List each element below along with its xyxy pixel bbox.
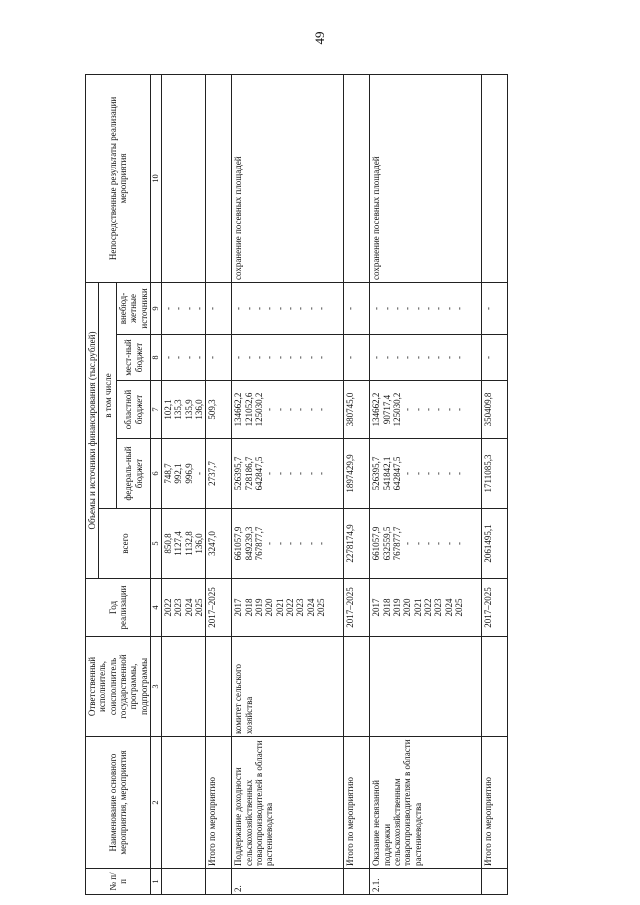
cell-executor: [161, 637, 205, 737]
header-regional: областной бюджет: [117, 381, 151, 439]
cell-executor: [344, 637, 370, 737]
cell-regional: 350409,8: [482, 381, 508, 439]
cell-total: 2061495,1: [482, 509, 508, 579]
cell-federal: 748,7 992,1 996,9 -: [161, 439, 205, 509]
table-row-total: [344, 74, 370, 894]
cell-regional: 102,1 135,3 135,9 136,0: [161, 381, 205, 439]
cell-num: [482, 869, 508, 895]
cell-years: 2017–2025: [206, 579, 232, 637]
cell-local: - - - - - - - - -: [232, 335, 344, 381]
cell-executor: [370, 637, 482, 737]
cell-federal: 526395,7 541842,1 642847,5 - - - - - -: [370, 439, 482, 509]
cell-num: 2.1.: [370, 869, 482, 895]
cell-num: [161, 869, 205, 895]
header-executor: Ответственный исполнитель, соисполнитель государственной программы, подпрограммы: [86, 637, 151, 737]
cell-executor: [206, 637, 232, 737]
header-federal: федераль-ный бюджет: [117, 439, 151, 509]
header-funding: Объемы и источники финансирования (тыс.рублей): [86, 282, 99, 578]
cell-name: Итого по мероприятию: [206, 737, 232, 869]
cell-total: 2278174,9: [344, 509, 370, 579]
header-num: № п/п: [86, 869, 151, 895]
cell-result: [482, 74, 508, 282]
cell-total: 3247,0: [206, 509, 232, 579]
cell-result: сохранение посевных площадей: [232, 74, 344, 282]
cell-name: Оказание несвязанной поддержки сельскохозяйственным товаропроизводителям в области растениеводства: [370, 737, 482, 869]
page-number: 49: [312, 31, 327, 45]
header-total: всего: [99, 509, 151, 579]
col-number: 9: [151, 282, 162, 334]
cell-result: [161, 74, 205, 282]
cell-regional: 380745,0: [344, 381, 370, 439]
table-row: [232, 74, 344, 894]
col-number: 1: [151, 869, 162, 895]
header-extra: внебюд-жетные источники: [117, 282, 151, 334]
cell-result: [206, 74, 232, 282]
table-row: [370, 74, 482, 894]
col-number: 7: [151, 381, 162, 439]
cell-extra: - - - -: [161, 282, 205, 334]
cell-years: 2017–2025: [344, 579, 370, 637]
cell-local: -: [344, 335, 370, 381]
table-row-total: [482, 74, 508, 894]
cell-extra: -: [344, 282, 370, 334]
cell-name: Поддержание доходности сельскохозяйственных товаропроизводителей в области растениеводства: [232, 737, 344, 869]
cell-name: Итого по мероприятию: [344, 737, 370, 869]
cell-years: 2022 2023 2024 2025: [161, 579, 205, 637]
funding-table: [85, 74, 508, 895]
cell-total: 661057,9 849239,3 767877,7 - - - - - -: [232, 509, 344, 579]
table-row-total: [206, 74, 232, 894]
cell-extra: -: [482, 282, 508, 334]
table-row: [161, 74, 205, 894]
col-number: 4: [151, 579, 162, 637]
header-name: Наименование основного мероприятия, мероприятия: [86, 737, 151, 869]
col-number: 6: [151, 439, 162, 509]
header-local: мест-ный бюджет: [117, 335, 151, 381]
header-including: в том числе: [99, 282, 117, 508]
cell-local: - - - - - - - - -: [370, 335, 482, 381]
col-number: 3: [151, 637, 162, 737]
cell-extra: - - - - - - - - -: [370, 282, 482, 334]
col-number: 5: [151, 509, 162, 579]
cell-local: -: [482, 335, 508, 381]
col-number: 2: [151, 737, 162, 869]
cell-num: [206, 869, 232, 895]
col-number: 10: [151, 74, 162, 282]
cell-federal: 1897429,9: [344, 439, 370, 509]
col-number: 8: [151, 335, 162, 381]
header-year: Год реализации: [86, 579, 151, 637]
header-result: Непосредственные результаты реализации мероприятия: [86, 74, 151, 282]
cell-federal: 1711085,3: [482, 439, 508, 509]
cell-num: 2.: [232, 869, 344, 895]
cell-result: сохранение посевных площадей: [370, 74, 482, 282]
cell-regional: 134662,2 121052,6 125030,2 - - - - - -: [232, 381, 344, 439]
cell-result: [344, 74, 370, 282]
cell-years: 2017 2018 2019 2020 2021 2022 2023 2024 2025: [232, 579, 344, 637]
cell-total: 661057,9 632559,5 767877,7 - - - - - -: [370, 509, 482, 579]
cell-federal: 2737,7: [206, 439, 232, 509]
cell-local: - - - -: [161, 335, 205, 381]
cell-extra: -: [206, 282, 232, 334]
cell-years: 2017–2025: [482, 579, 508, 637]
cell-executor: комитет сельского хозяйства: [232, 637, 344, 737]
cell-name: Итого по мероприятию: [482, 737, 508, 869]
cell-total: 850,8 1127,4 1132,8 136,0: [161, 509, 205, 579]
cell-local: -: [206, 335, 232, 381]
cell-extra: - - - - - - - - -: [232, 282, 344, 334]
cell-name: [161, 737, 205, 869]
cell-years: 2017 2018 2019 2020 2021 2022 2023 2024 2025: [370, 579, 482, 637]
cell-executor: [482, 637, 508, 737]
cell-num: [344, 869, 370, 895]
cell-regional: 134662,2 90717,4 125030,2 - - - - - -: [370, 381, 482, 439]
funding-table-rotated: [85, 75, 585, 895]
cell-regional: 509,3: [206, 381, 232, 439]
cell-federal: 526395,7 728186,7 642847,5 - - - - - -: [232, 439, 344, 509]
